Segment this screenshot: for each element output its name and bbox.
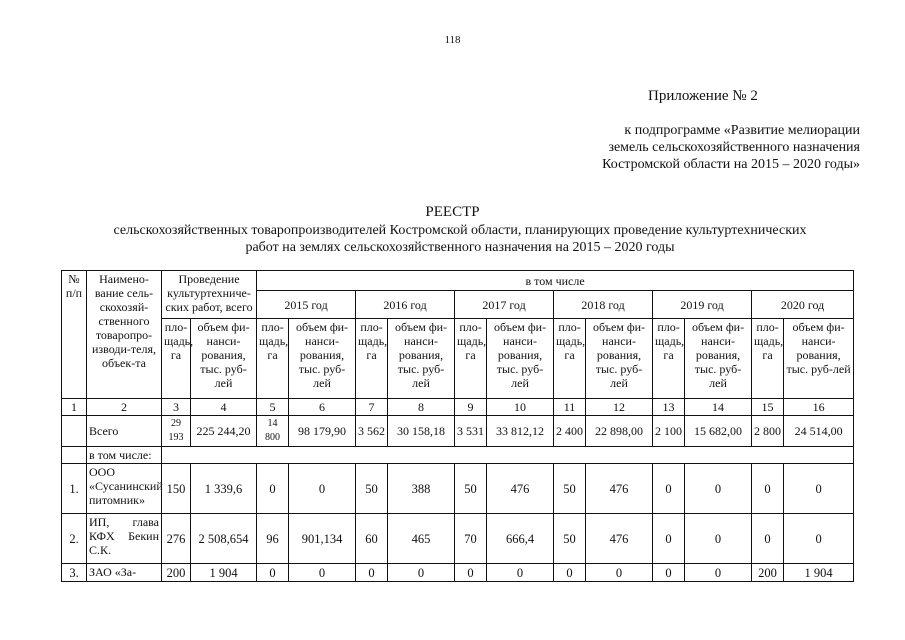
value-cell: 901,134 — [289, 514, 356, 564]
total-cell: 2 400 — [554, 416, 586, 447]
value-cell: 70 — [455, 514, 487, 564]
value-cell: 1 339,6 — [191, 464, 257, 514]
total-cell: 29 193 — [162, 416, 191, 447]
value-cell: 0 — [289, 564, 356, 582]
value-cell: 0 — [653, 464, 685, 514]
total-cell: 22 898,00 — [586, 416, 653, 447]
header-year-2018: 2018 год — [554, 291, 653, 319]
value-cell: 0 — [784, 464, 854, 514]
value-cell: 0 — [752, 514, 784, 564]
including-label: в том числе: — [87, 447, 162, 464]
value-cell: 0 — [455, 564, 487, 582]
total-row — [62, 416, 854, 447]
column-number: 15 — [752, 399, 784, 416]
producer-name: ООО «Сусанинский питомник» — [87, 464, 162, 514]
value-cell: 0 — [257, 464, 289, 514]
subprogram-line: к подпрограмме «Развитие мелиорации — [624, 123, 860, 138]
total-cell: 15 682,00 — [685, 416, 752, 447]
value-cell: 476 — [586, 464, 653, 514]
header-finance: объем фи-нанси-рования, тыс. руб-лей — [586, 319, 653, 399]
value-cell: 0 — [487, 564, 554, 582]
header-area: пло-щадь, га — [554, 319, 586, 399]
producer-name: ИП, глава КФХ Бекин С.К. — [87, 514, 162, 564]
appendix-label: Приложение № 2 — [648, 88, 758, 104]
header-area: пло-щадь, га — [257, 319, 289, 399]
column-number: 6 — [289, 399, 356, 416]
subprogram-line: Костромской области на 2015 – 2020 годы» — [602, 157, 860, 172]
table-row — [62, 564, 854, 582]
header-year-2016: 2016 год — [356, 291, 455, 319]
row-number: 1. — [62, 464, 87, 514]
table-row — [62, 514, 854, 564]
header-name: Наимено-вание сель-скохозяй-ственного товаропро-изводи-теля, объек-та — [87, 271, 162, 399]
total-cell: 2 800 — [752, 416, 784, 447]
header-area: пло-щадь, га — [752, 319, 784, 399]
producer-name: ЗАО «За- — [87, 564, 162, 582]
column-number: 13 — [653, 399, 685, 416]
value-cell: 0 — [653, 564, 685, 582]
header-year-2020: 2020 год — [752, 291, 854, 319]
total-no-cell — [62, 416, 87, 447]
total-cell: 2 100 — [653, 416, 685, 447]
column-number: 1 — [62, 399, 87, 416]
value-cell: 476 — [586, 514, 653, 564]
including-empty-cell — [162, 447, 854, 464]
column-number: 9 — [455, 399, 487, 416]
header-area: пло-щадь, га — [162, 319, 191, 399]
value-cell: 0 — [257, 564, 289, 582]
header-area: пло-щадь, га — [653, 319, 685, 399]
subtitle-line: работ на землях сельскохозяйственного назначения на 2015 – 2020 годы — [245, 240, 675, 255]
column-number: 7 — [356, 399, 388, 416]
column-number: 8 — [388, 399, 455, 416]
total-cell: 3 562 — [356, 416, 388, 447]
including-row — [62, 447, 854, 464]
column-number: 5 — [257, 399, 289, 416]
document-subtitle — [60, 222, 860, 256]
value-cell: 0 — [356, 564, 388, 582]
value-cell: 50 — [356, 464, 388, 514]
total-cell: 14 800 — [257, 416, 289, 447]
value-cell: 0 — [685, 514, 752, 564]
page-number: 118 — [444, 34, 461, 46]
value-cell: 0 — [752, 464, 784, 514]
column-number: 11 — [554, 399, 586, 416]
value-cell: 200 — [752, 564, 784, 582]
header-year-2017: 2017 год — [455, 291, 554, 319]
header-finance: объем фи-нанси-рования, тыс. руб-лей — [191, 319, 257, 399]
including-no-cell — [62, 447, 87, 464]
value-cell: 0 — [586, 564, 653, 582]
value-cell: 1 904 — [784, 564, 854, 582]
table-row — [62, 464, 854, 514]
header-including: в том числе — [257, 271, 854, 291]
value-cell: 0 — [685, 564, 752, 582]
header-total: Проведение культуртехниче-ских работ, всего — [162, 271, 257, 319]
total-cell: 98 179,90 — [289, 416, 356, 447]
document-title: РЕЕСТР — [425, 204, 480, 220]
header-finance: объем фи-нанси-рования, тыс. руб-лей — [388, 319, 455, 399]
total-label: Всего — [87, 416, 162, 447]
value-cell: 0 — [388, 564, 455, 582]
value-cell: 666,4 — [487, 514, 554, 564]
header-finance: объем фи-нанси-рования, тыс. руб-лей — [685, 319, 752, 399]
column-number: 12 — [586, 399, 653, 416]
value-cell: 150 — [162, 464, 191, 514]
header-area: пло-щадь, га — [356, 319, 388, 399]
row-number: 3. — [62, 564, 87, 582]
subprogram-reference — [540, 122, 860, 173]
column-number: 3 — [162, 399, 191, 416]
column-number: 2 — [87, 399, 162, 416]
value-cell: 200 — [162, 564, 191, 582]
value-cell: 476 — [487, 464, 554, 514]
column-number: 14 — [685, 399, 752, 416]
total-cell: 30 158,18 — [388, 416, 455, 447]
total-cell: 24 514,00 — [784, 416, 854, 447]
value-cell: 50 — [554, 464, 586, 514]
total-cell: 33 812,12 — [487, 416, 554, 447]
value-cell: 96 — [257, 514, 289, 564]
value-cell: 0 — [784, 514, 854, 564]
value-cell: 0 — [289, 464, 356, 514]
value-cell: 1 904 — [191, 564, 257, 582]
header-year-2015: 2015 год — [257, 291, 356, 319]
header-area: пло-щадь, га — [455, 319, 487, 399]
value-cell: 388 — [388, 464, 455, 514]
value-cell: 50 — [554, 514, 586, 564]
subprogram-line: земель сельскохозяйственного назначения — [608, 140, 860, 155]
value-cell: 465 — [388, 514, 455, 564]
total-cell: 3 531 — [455, 416, 487, 447]
value-cell: 50 — [455, 464, 487, 514]
subtitle-line: сельскохозяйственных товаропроизводителей Костромской области, планирующих проведение культуртехнических — [113, 223, 807, 238]
header-finance: объем фи-нанси-рования, тыс. руб-лей — [289, 319, 356, 399]
value-cell: 0 — [554, 564, 586, 582]
column-number-row — [62, 399, 854, 416]
row-number: 2. — [62, 514, 87, 564]
header-year-2019: 2019 год — [653, 291, 752, 319]
value-cell: 0 — [653, 514, 685, 564]
header-finance: объем фи-нанси-рования, тыс. руб-лей — [487, 319, 554, 399]
total-cell: 225 244,20 — [191, 416, 257, 447]
value-cell: 2 508,654 — [191, 514, 257, 564]
header-no: № п/п — [62, 271, 87, 399]
value-cell: 276 — [162, 514, 191, 564]
value-cell: 0 — [685, 464, 752, 514]
value-cell: 60 — [356, 514, 388, 564]
registry-table — [61, 270, 854, 582]
column-number: 4 — [191, 399, 257, 416]
header-finance: объем фи-нанси-рования, тыс. руб-лей — [784, 319, 854, 399]
column-number: 16 — [784, 399, 854, 416]
column-number: 10 — [487, 399, 554, 416]
